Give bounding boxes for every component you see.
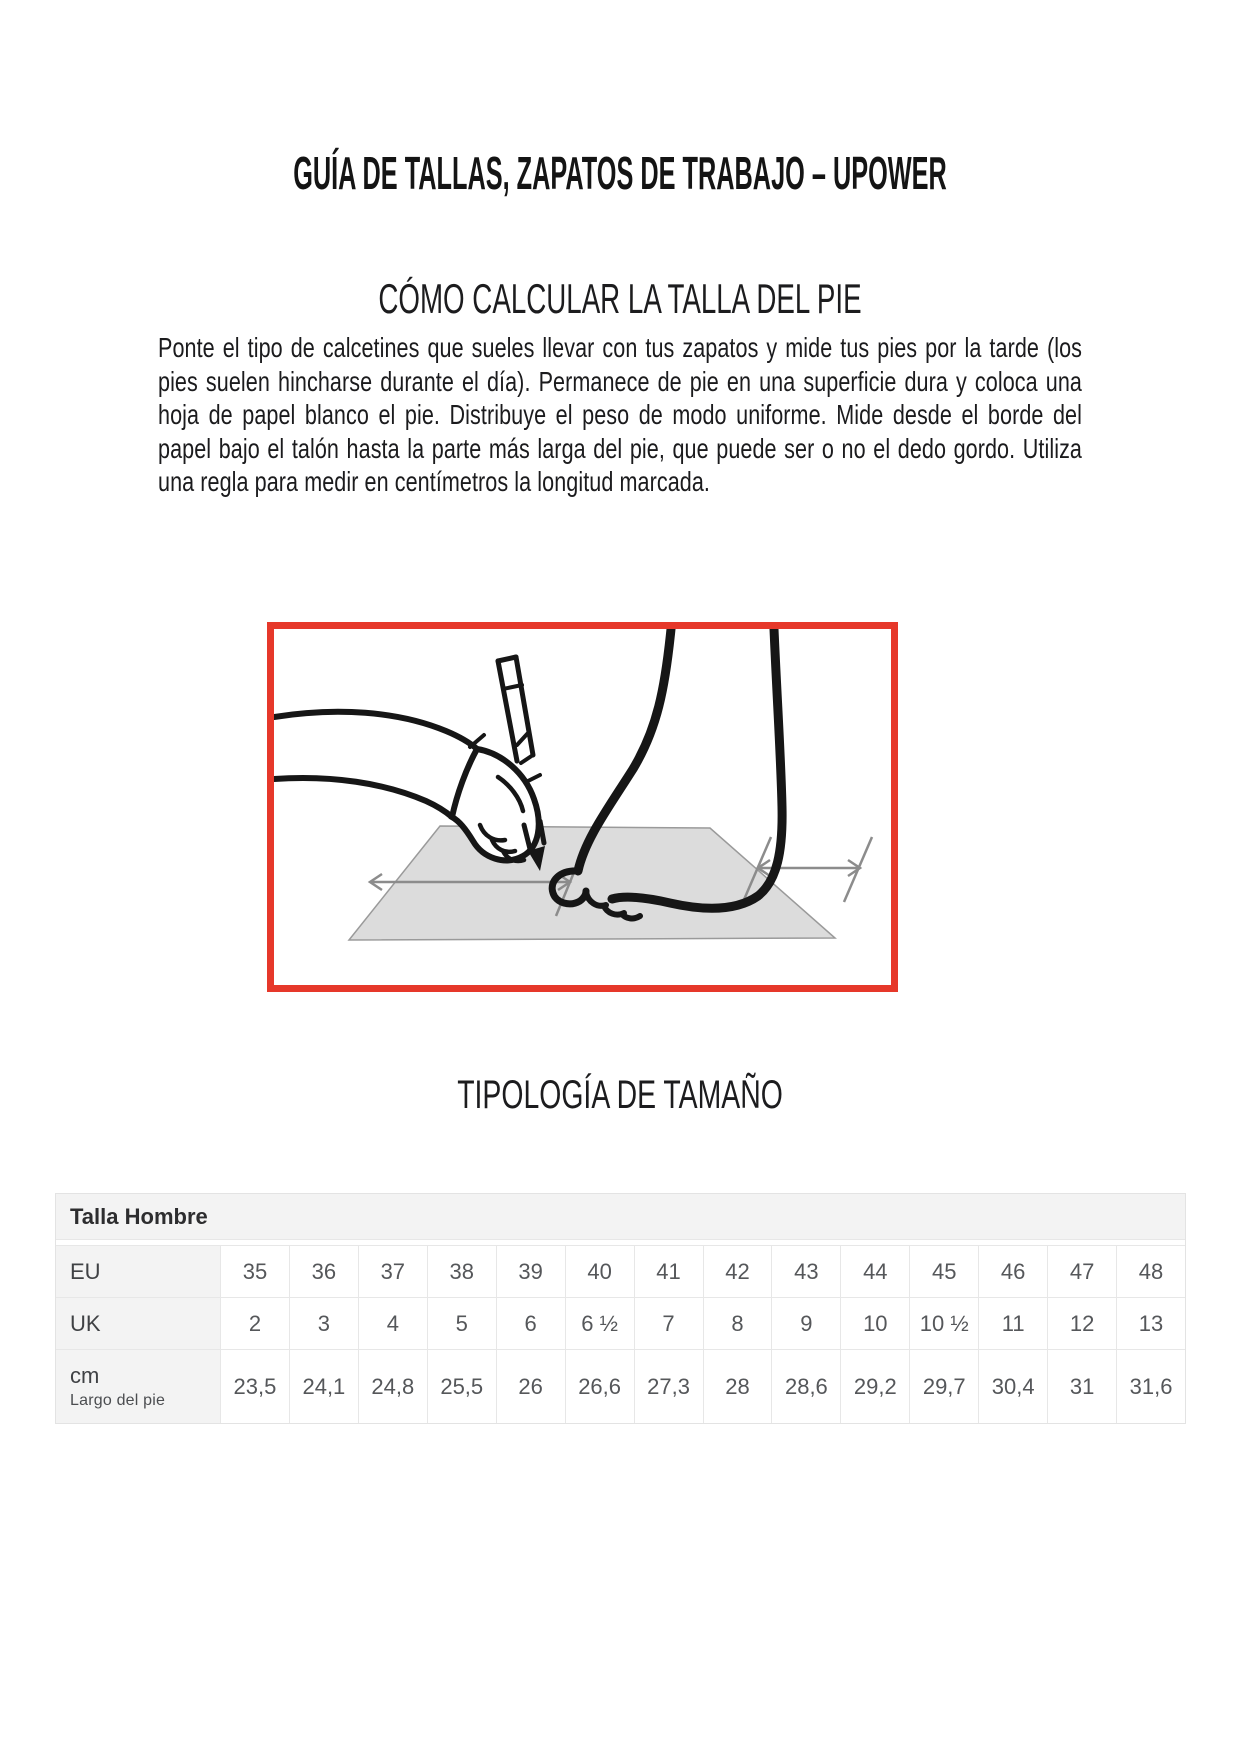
size-cell: 31 <box>1047 1349 1116 1423</box>
row-label-text: UK <box>70 1310 101 1336</box>
size-cell: 31,6 <box>1116 1349 1185 1423</box>
foot-tracing-illustration <box>274 629 891 985</box>
row-label-text: cm <box>70 1363 100 1388</box>
instructions-paragraph: Ponte el tipo de calcetines que sueles llevar con tus zapatos y mide tus pies por la tarde (los pies suelen hincharse durante el día). Permanece de pie en una superficie dura y coloca una hoja de papel blanco el pie. Distribuye el peso de modo uniforme. Mide desde el borde del papel bajo el talón hasta la parte más larga del pie, que puede ser o no el dedo gordo. Utiliza una regla para medir en centímetros la longitud marcada. <box>158 332 1082 497</box>
page-title: GUÍA DE TALLAS, ZAPATOS DE TRABAJO – UPOWER <box>293 147 947 199</box>
size-cell: 28,6 <box>771 1349 840 1423</box>
size-cell: 35 <box>220 1245 289 1297</box>
size-cell: 6 ½ <box>565 1297 634 1349</box>
size-cell: 37 <box>358 1245 427 1297</box>
size-cell: 29,2 <box>840 1349 909 1423</box>
size-cell: 9 <box>771 1297 840 1349</box>
foot-measuring-figure <box>267 622 898 992</box>
size-cell: 48 <box>1116 1245 1185 1297</box>
size-cell: 3 <box>289 1297 358 1349</box>
size-cell: 26,6 <box>565 1349 634 1423</box>
size-cell: 24,1 <box>289 1349 358 1423</box>
size-cell: 5 <box>427 1297 496 1349</box>
size-cell: 30,4 <box>978 1349 1047 1423</box>
size-cell: 41 <box>634 1245 703 1297</box>
size-table <box>55 1193 1186 1424</box>
size-cell: 7 <box>634 1297 703 1349</box>
size-cell: 26 <box>496 1349 565 1423</box>
size-cell: 10 ½ <box>909 1297 978 1349</box>
size-cell: 40 <box>565 1245 634 1297</box>
size-cell: 13 <box>1116 1297 1185 1349</box>
size-cell: 23,5 <box>220 1349 289 1423</box>
size-cell: 42 <box>703 1245 772 1297</box>
size-cell: 36 <box>289 1245 358 1297</box>
size-cell: 27,3 <box>634 1349 703 1423</box>
size-cell: 47 <box>1047 1245 1116 1297</box>
size-cell: 38 <box>427 1245 496 1297</box>
size-cell: 8 <box>703 1297 772 1349</box>
row-label-text: EU <box>70 1258 101 1284</box>
size-cell: 2 <box>220 1297 289 1349</box>
size-table-grid <box>56 1245 1185 1423</box>
size-table-title: Talla Hombre <box>56 1194 1185 1240</box>
size-cell: 11 <box>978 1297 1047 1349</box>
row-label-eu <box>56 1245 220 1297</box>
size-cell: 29,7 <box>909 1349 978 1423</box>
size-cell: 24,8 <box>358 1349 427 1423</box>
size-cell: 10 <box>840 1297 909 1349</box>
hand-with-pencil <box>274 657 545 871</box>
row-label-uk <box>56 1297 220 1349</box>
size-cell: 4 <box>358 1297 427 1349</box>
row-sublabel-text: Largo del pie <box>70 1392 166 1409</box>
row-label-cm <box>56 1349 220 1423</box>
size-cell: 28 <box>703 1349 772 1423</box>
size-cell: 45 <box>909 1245 978 1297</box>
section-heading-how-to-measure: CÓMO CALCULAR LA TALLA DEL PIE <box>378 275 862 322</box>
size-cell: 43 <box>771 1245 840 1297</box>
size-cell: 46 <box>978 1245 1047 1297</box>
size-cell: 6 <box>496 1297 565 1349</box>
section-heading-size-typology: TIPOLOGÍA DE TAMAÑO <box>457 1073 783 1117</box>
size-cell: 12 <box>1047 1297 1116 1349</box>
size-cell: 44 <box>840 1245 909 1297</box>
size-cell: 25,5 <box>427 1349 496 1423</box>
size-cell: 39 <box>496 1245 565 1297</box>
